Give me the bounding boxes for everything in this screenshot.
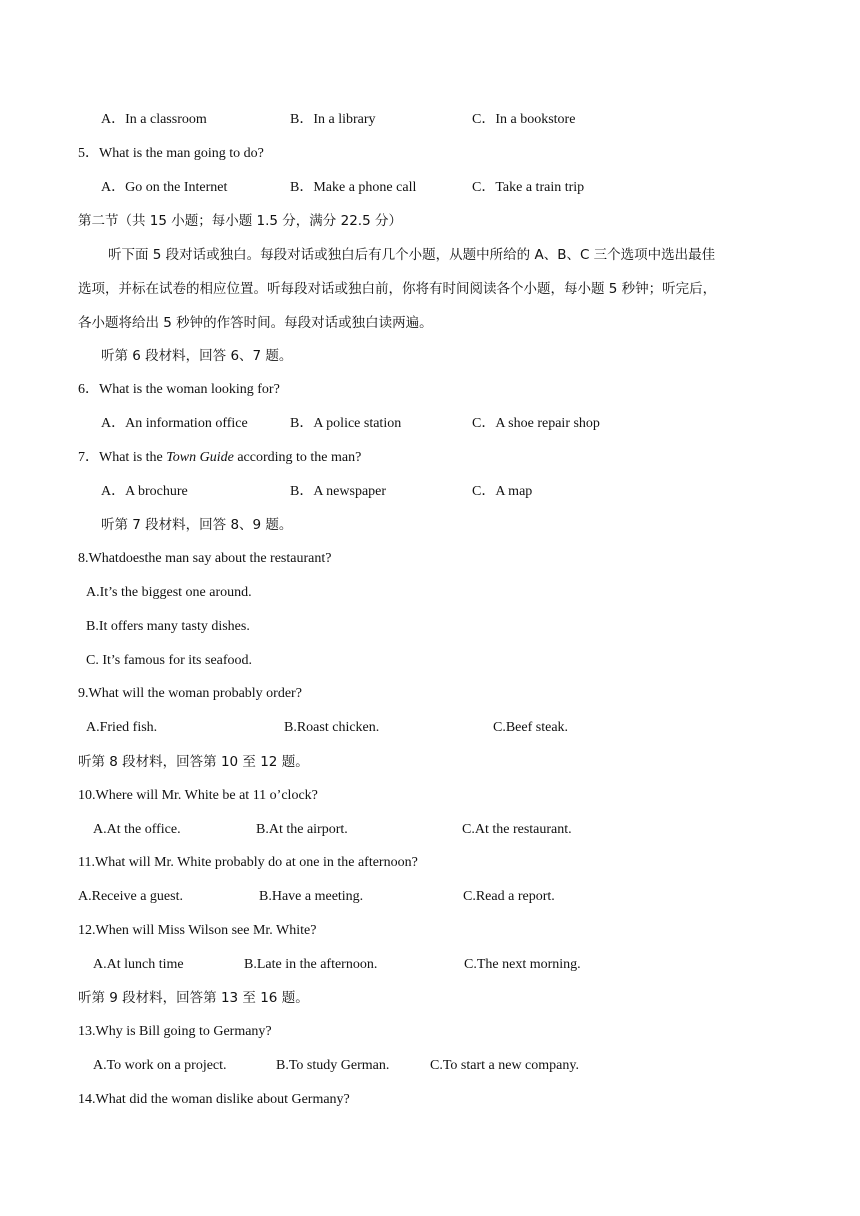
q10-option-b: B.At the airport. <box>256 822 348 837</box>
q5-stem: 5．What is the man going to do? <box>78 146 264 161</box>
q9-option-a: A.Fried fish. <box>86 720 158 735</box>
q12-option-c: C.The next morning. <box>464 957 581 972</box>
q13-option-c: C.To start a new company. <box>430 1058 579 1073</box>
q14-stem: 14.What did the woman dislike about Germany? <box>78 1092 350 1107</box>
q7-stem <box>78 449 361 467</box>
q11-option-c: C.Read a report. <box>463 889 555 904</box>
q7-stem-title: Town Guide <box>166 450 234 465</box>
material9-heading: 听第 9 段材料，回答第 13 至 16 题。 <box>78 990 309 1006</box>
q11-option-b: B.Have a meeting. <box>259 889 364 904</box>
q13-stem: 13.Why is Bill going to Germany? <box>78 1024 272 1039</box>
q9-stem: 9.What will the woman probably order? <box>78 686 302 701</box>
q6-option-a: A．An information office <box>101 416 248 431</box>
material6-heading: 听第 6 段材料，回答 6、7 题。 <box>101 348 293 364</box>
section2-instructions-line2: 选项，并标在试卷的相应位置。听每段对话或独白前，你将有时间阅读各个小题，每小题 5 秒钟；听完后， <box>78 281 717 297</box>
q13-option-a: A.To work on a project. <box>93 1058 227 1073</box>
q11-stem: 11.What will Mr. White probably do at one in the afternoon? <box>78 855 418 870</box>
q5-option-a: A．Go on the Internet <box>101 180 228 195</box>
q5-option-b: B．Make a phone call <box>290 180 417 195</box>
q4-option-a: A．In a classroom <box>101 112 207 127</box>
q7-option-b: B．A newspaper <box>290 484 387 499</box>
q5-option-c: C．Take a train trip <box>472 180 585 195</box>
q6-option-b: B．A police station <box>290 416 402 431</box>
q12-option-b: B.Late in the afternoon. <box>244 957 378 972</box>
q8-option-a: A.It’s the biggest one around. <box>86 585 252 600</box>
q10-stem: 10.Where will Mr. White be at 11 o’clock? <box>78 788 318 803</box>
q7-option-c: C．A map <box>472 484 533 499</box>
q10-option-a: A.At the office. <box>93 822 181 837</box>
q4-option-c: C．In a bookstore <box>472 112 576 127</box>
section2-heading: 第二节（共 15 小题；每小题 1.5 分，满分 22.5 分） <box>78 213 402 229</box>
material8-heading: 听第 8 段材料，回答第 10 至 12 题。 <box>78 754 309 770</box>
q8-option-c: C. It’s famous for its seafood. <box>86 653 253 668</box>
q8-option-b: B.It offers many tasty dishes. <box>86 619 250 634</box>
section2-instructions-line3: 各小题将给出 5 秒钟的作答时间。每段对话或独白读两遍。 <box>78 315 433 331</box>
q9-option-b: B.Roast chicken. <box>284 720 380 735</box>
q4-option-b: B．In a library <box>290 112 376 127</box>
section2-instructions-line1: 听下面 5 段对话或独白。每段对话或独白后有几个小题，从题中所给的 A、B、C 三个选项中选出最佳 <box>108 247 716 263</box>
q13-option-b: B.To study German. <box>276 1058 390 1073</box>
q7-stem-end: according to the man? <box>233 450 362 465</box>
q6-option-c: C．A shoe repair shop <box>472 416 600 431</box>
q9-option-c: C.Beef steak. <box>493 720 569 735</box>
q8-stem: 8.Whatdoesthe man say about the restaurant? <box>78 551 332 566</box>
q7-stem-start: 7．What is the <box>78 450 167 465</box>
q11-option-a: A.Receive a guest. <box>78 889 183 904</box>
q6-stem: 6．What is the woman looking for? <box>78 382 280 397</box>
q7-option-a: A．A brochure <box>101 484 188 499</box>
q12-option-a: A.At lunch time <box>93 957 184 972</box>
material7-heading: 听第 7 段材料，回答 8、9 题。 <box>101 517 293 533</box>
q12-stem: 12.When will Miss Wilson see Mr. White? <box>78 923 317 938</box>
q10-option-c: C.At the restaurant. <box>462 822 572 837</box>
